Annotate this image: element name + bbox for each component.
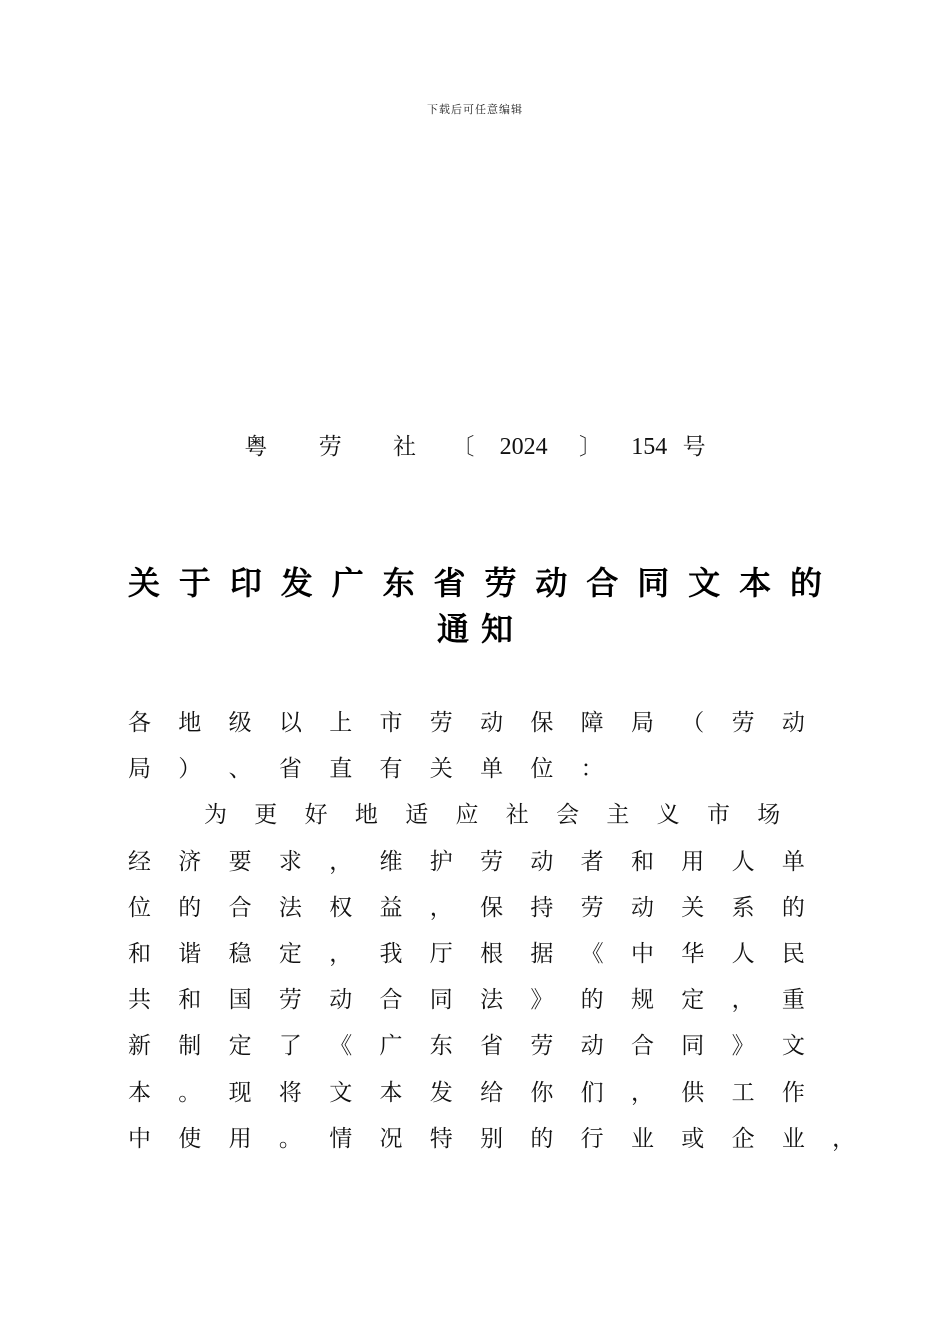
body-char: 供 (681, 1079, 705, 1106)
body-char: 动 (630, 894, 654, 921)
body-char: 稳 (228, 940, 252, 967)
body-char: 要 (228, 848, 252, 875)
body-char: ， (832, 1125, 856, 1152)
body-char: 合 (630, 1033, 654, 1060)
body-char: 各 (128, 710, 151, 736)
body-char: ， (630, 1079, 654, 1106)
body-char: 了 (278, 1033, 302, 1060)
title-char: 印 (229, 564, 262, 602)
body-char: 本 (379, 1079, 403, 1106)
title-char: 于 (178, 564, 211, 602)
body-char: 位 (530, 756, 554, 783)
title-char: 文 (688, 564, 721, 602)
salutation-line-2 (128, 746, 848, 792)
paragraph-line-1 (128, 792, 848, 838)
body-char: 的 (580, 987, 604, 1014)
doc-number-prefix: 粤 劳 社 (244, 434, 439, 460)
body-char: 、 (228, 756, 252, 783)
body-char: 将 (278, 1079, 302, 1106)
body-char: 维 (379, 848, 403, 875)
body-char: 劳 (480, 848, 504, 875)
body-char: 定 (681, 987, 705, 1014)
body-char: 障 (580, 710, 604, 736)
doc-number-close-bracket: 〕 (578, 434, 602, 460)
body-char: 根 (480, 940, 504, 967)
body-char: 华 (681, 940, 705, 967)
body-char: ， (731, 987, 755, 1014)
body-char: 。 (278, 1125, 302, 1152)
body-char: 动 (480, 710, 504, 736)
body-char: 和 (128, 940, 151, 967)
body-char: 广 (379, 1033, 403, 1060)
body-char: 劳 (278, 987, 302, 1014)
body-char: 法 (278, 894, 302, 921)
doc-number-year: 2024 (499, 434, 548, 460)
paragraph-line-8 (128, 1116, 856, 1162)
body-char: 用 (228, 1125, 252, 1152)
body-char: 中 (128, 1125, 151, 1152)
body-char: 国 (228, 987, 252, 1014)
body-char: 的 (530, 1125, 554, 1152)
body-char: 特 (429, 1125, 453, 1152)
body-char: 的 (178, 894, 202, 921)
body-char: 》 (530, 987, 554, 1014)
body-char: 主 (606, 802, 630, 829)
body-char: 局 (128, 756, 151, 783)
body-char: 好 (304, 802, 328, 829)
body-char: 人 (731, 940, 755, 967)
body-char: 地 (354, 802, 378, 829)
body-char: 者 (580, 848, 604, 875)
body-char: 应 (455, 802, 479, 829)
paragraph-line-6 (128, 1023, 848, 1069)
body-char: 中 (630, 940, 654, 967)
title-line-2: 通知 (436, 610, 525, 648)
body-char: 局 (630, 710, 654, 736)
body-char: 合 (379, 987, 403, 1014)
body-char: 护 (429, 848, 453, 875)
body-char: 本 (128, 1079, 151, 1106)
title-char: 广 (331, 564, 364, 602)
body-char: 规 (630, 987, 654, 1014)
body-char: 使 (178, 1125, 202, 1152)
body-char: ， (329, 940, 353, 967)
title-char: 省 (433, 564, 466, 602)
body-char: 社 (505, 802, 529, 829)
body-char: 市 (706, 802, 730, 829)
body-char: 以 (278, 710, 302, 736)
body-char: 单 (781, 848, 805, 875)
body-char: 益 (379, 894, 403, 921)
body-char: 法 (480, 987, 504, 1014)
body-char: 劳 (530, 1033, 554, 1060)
body-char: 民 (781, 940, 805, 967)
body-char: 上 (329, 710, 353, 736)
body-char: 新 (128, 1033, 151, 1060)
title-char: 劳 (484, 564, 517, 602)
body-char: 动 (329, 987, 353, 1014)
body-char: 省 (278, 756, 302, 783)
body-char: 谐 (178, 940, 202, 967)
body-char: 劳 (429, 710, 453, 736)
body-char: 劳 (731, 710, 755, 736)
body-char: 们 (580, 1079, 604, 1106)
body-char: 持 (530, 894, 554, 921)
title-char: 发 (280, 564, 313, 602)
body-char: 有 (379, 756, 403, 783)
body-char: 共 (128, 987, 151, 1014)
body-char: 同 (429, 987, 453, 1014)
doc-number-open-bracket: 〔 (451, 434, 475, 460)
document-number (0, 428, 950, 461)
title-line-1 (128, 560, 822, 606)
body-char: 重 (781, 987, 805, 1014)
body-char: （ (681, 710, 705, 736)
title-char: 东 (382, 564, 415, 602)
body-char: 况 (379, 1125, 403, 1152)
body-char: 作 (781, 1079, 805, 1106)
body-char: 为 (204, 802, 227, 829)
body-char: ） (178, 756, 202, 783)
paragraph-line-7 (128, 1070, 848, 1116)
body-char: 合 (228, 894, 252, 921)
body-char: 动 (530, 848, 554, 875)
body-char: ： (580, 756, 604, 783)
body-char: 场 (757, 802, 781, 829)
body-char: 或 (681, 1125, 705, 1152)
body-char: 同 (681, 1033, 705, 1060)
body-char: 我 (379, 940, 403, 967)
body-char: 义 (656, 802, 680, 829)
paragraph-indent (128, 792, 204, 838)
body-char: 市 (379, 710, 403, 736)
body-char: 会 (556, 802, 580, 829)
body-char: 据 (530, 940, 554, 967)
page-header-note: 下载后可任意编辑 (427, 103, 523, 116)
title-char: 的 (789, 564, 822, 602)
body-char: 文 (781, 1033, 805, 1060)
body-char: 定 (278, 940, 302, 967)
body-char: 人 (731, 848, 755, 875)
body-char: 现 (228, 1079, 252, 1106)
body-char: 单 (480, 756, 504, 783)
body-char: 级 (228, 710, 252, 736)
body-char: 求 (278, 848, 302, 875)
title-char: 合 (586, 564, 619, 602)
body-char: 给 (480, 1079, 504, 1106)
body-char: ， (429, 894, 453, 921)
body-char: 经 (128, 848, 151, 875)
body-char: 《 (580, 940, 604, 967)
body-char: 用 (681, 848, 705, 875)
document-title (128, 560, 822, 652)
body-char: 动 (781, 710, 805, 736)
body-char: 济 (178, 848, 202, 875)
body-char: 别 (480, 1125, 504, 1152)
body-char: 和 (630, 848, 654, 875)
body-char: 文 (329, 1079, 353, 1106)
title-char: 本 (739, 564, 772, 602)
body-char: 的 (781, 894, 805, 921)
body-char: 地 (178, 710, 202, 736)
body-char: 制 (178, 1033, 202, 1060)
salutation-line-1 (128, 700, 848, 746)
body-char: 。 (178, 1079, 202, 1106)
body-char: 行 (580, 1125, 604, 1152)
body-char: 保 (480, 894, 504, 921)
body-char: 发 (429, 1079, 453, 1106)
body-char: 业 (630, 1125, 654, 1152)
title-char: 动 (535, 564, 568, 602)
body-char: 定 (228, 1033, 252, 1060)
body-char: ， (329, 848, 353, 875)
body-char: 直 (329, 756, 353, 783)
document-body (128, 700, 856, 1162)
body-char: 更 (254, 802, 278, 829)
body-char: 和 (178, 987, 202, 1014)
body-char: 企 (731, 1125, 755, 1152)
body-char: 省 (480, 1033, 504, 1060)
body-char: 工 (731, 1079, 755, 1106)
body-char: 保 (530, 710, 554, 736)
body-char: 关 (429, 756, 453, 783)
body-char: 》 (731, 1033, 755, 1060)
body-char: 劳 (580, 894, 604, 921)
body-char: 你 (530, 1079, 554, 1106)
paragraph-line-4 (128, 931, 848, 977)
paragraph-line-5 (128, 977, 848, 1023)
body-char: 情 (329, 1125, 353, 1152)
paragraph-line-3 (128, 885, 848, 931)
body-char: 适 (405, 802, 429, 829)
body-char: 动 (580, 1033, 604, 1060)
title-char: 关 (128, 564, 161, 602)
paragraph-line-2 (128, 839, 848, 885)
body-char: 关 (681, 894, 705, 921)
body-char: 位 (128, 894, 151, 921)
body-char: 业 (781, 1125, 805, 1152)
body-char: 东 (429, 1033, 453, 1060)
doc-number-suffix: 号 (682, 434, 706, 460)
doc-number-number: 154 (631, 434, 668, 460)
body-char: 权 (329, 894, 353, 921)
body-char: 《 (329, 1033, 353, 1060)
title-char: 同 (637, 564, 670, 602)
body-char: 厅 (429, 940, 453, 967)
body-char: 系 (731, 894, 755, 921)
